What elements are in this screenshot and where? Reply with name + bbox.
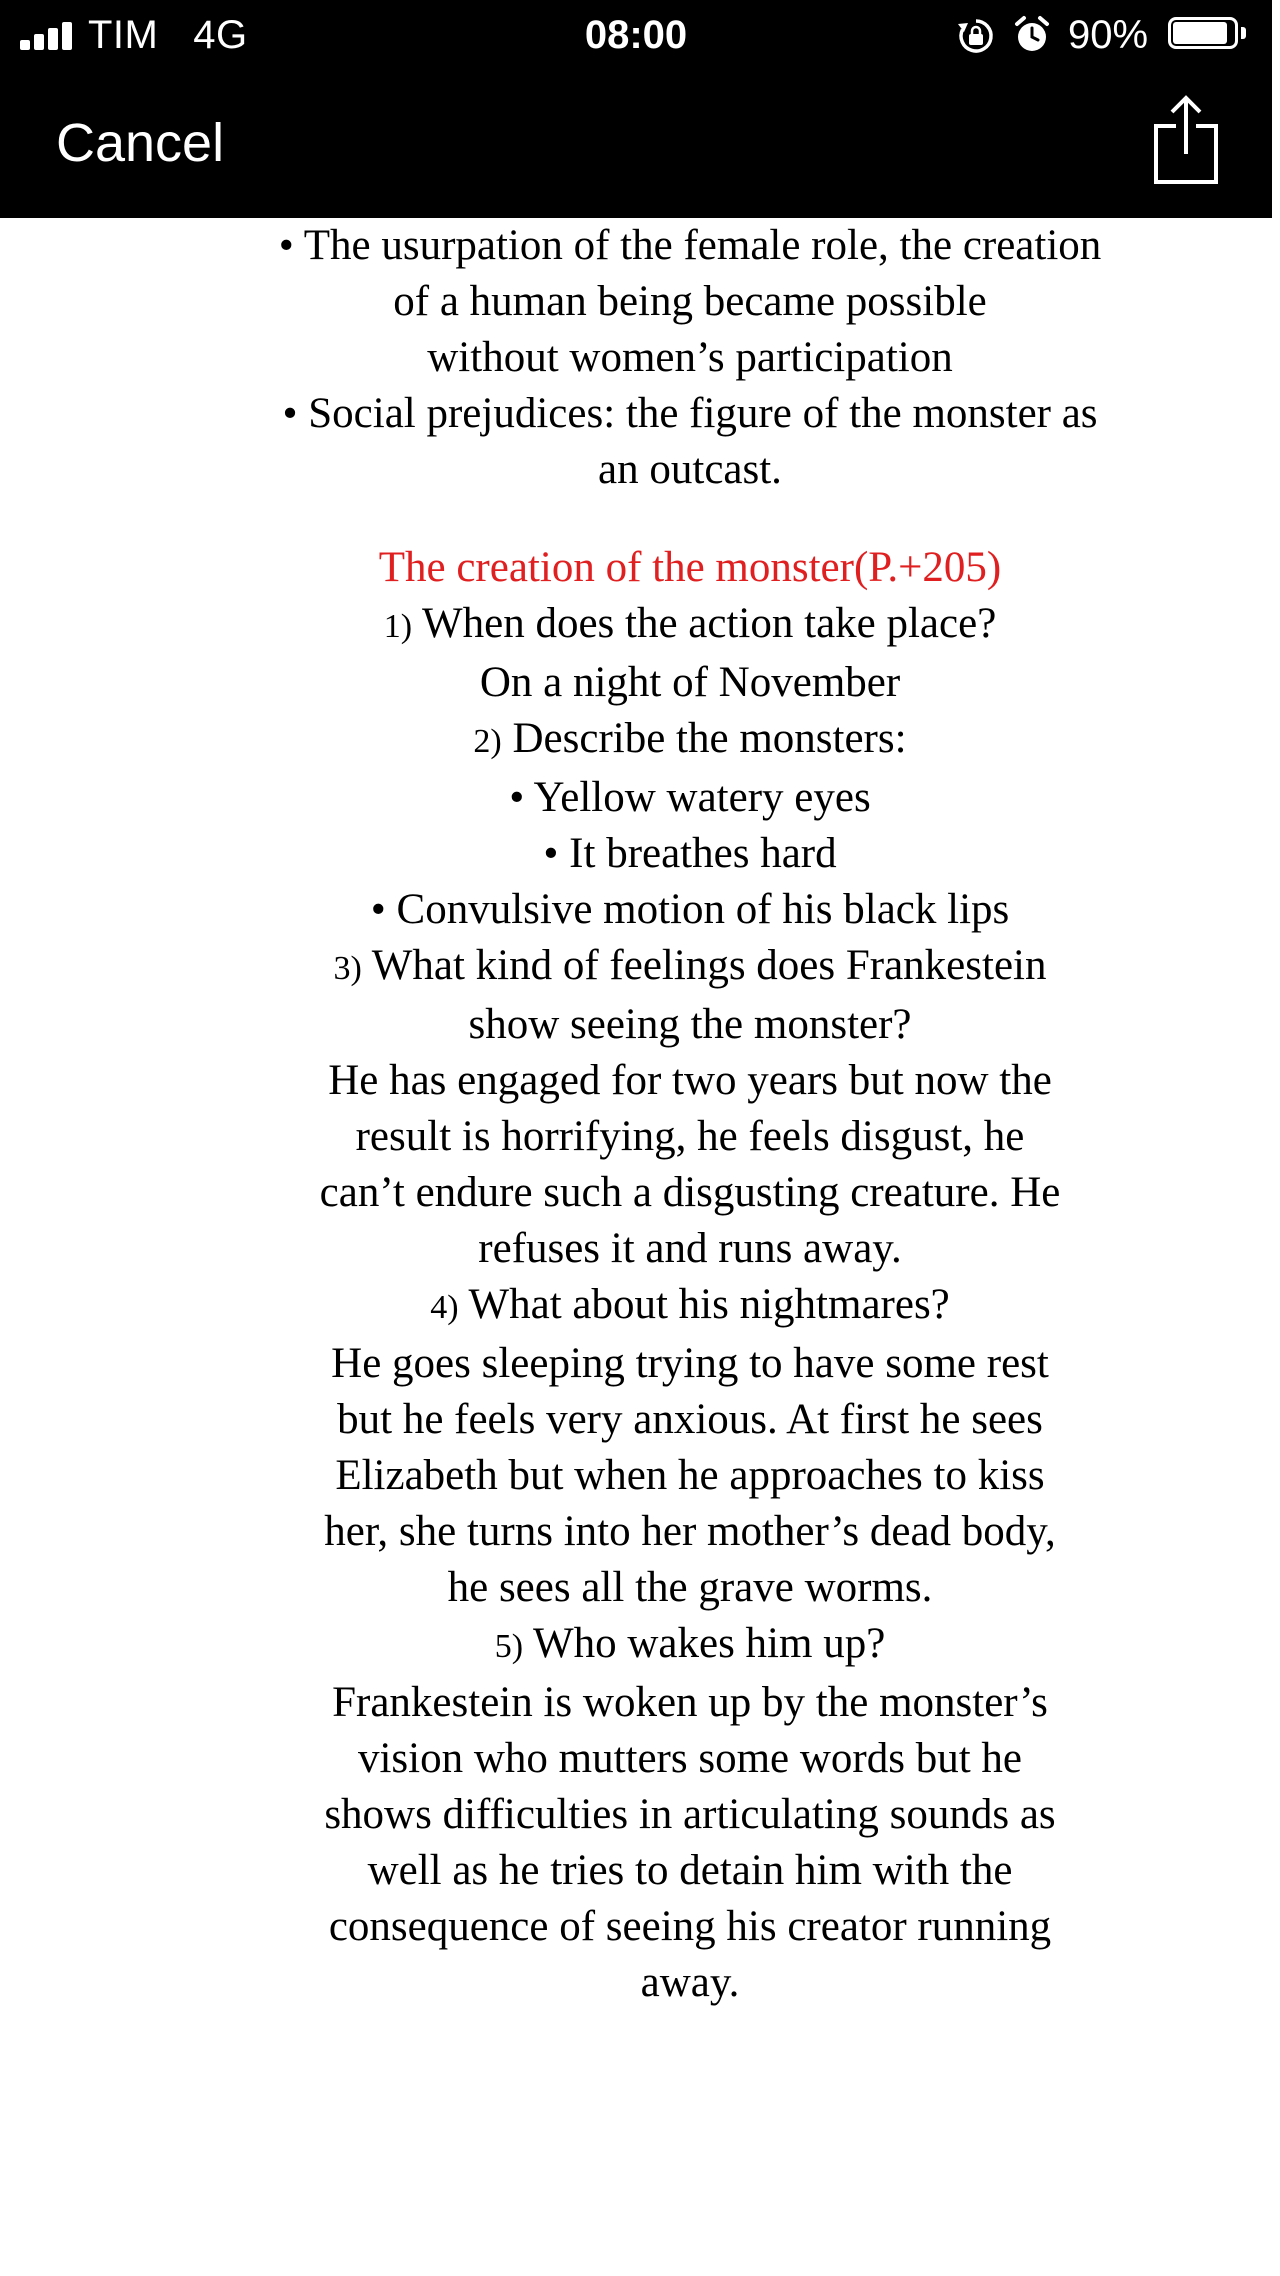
intro-bullets bbox=[240, 218, 1140, 498]
intro-line: • Social prejudices: the figure of the monster as bbox=[282, 390, 1098, 437]
question-4 bbox=[240, 1277, 1140, 1336]
question-text: What about his nightmares? bbox=[468, 1281, 950, 1328]
answer-4-line: Elizabeth but when he approaches to kiss bbox=[335, 1452, 1045, 1499]
alarm-icon bbox=[1012, 14, 1052, 56]
answer-5-line: shows difficulties in articulating sounds as bbox=[324, 1791, 1056, 1838]
share-icon bbox=[1150, 94, 1222, 186]
answer-5-line: well as he tries to detain him with the bbox=[367, 1847, 1013, 1894]
answer-1: On a night of November bbox=[479, 659, 901, 706]
intro-line: an outcast. bbox=[598, 446, 782, 493]
question-text: When does the action take place? bbox=[422, 600, 997, 647]
question-text: Describe the monsters: bbox=[512, 715, 907, 762]
answer-4-line: he sees all the grave worms. bbox=[447, 1564, 933, 1611]
question-number: 1) bbox=[383, 608, 413, 645]
question-text: Who wakes him up? bbox=[533, 1620, 886, 1667]
answer-5-line: consequence of seeing his creator running bbox=[328, 1903, 1052, 1950]
answer-5-line: Frankestein is woken up by the monster’s bbox=[332, 1679, 1048, 1726]
question-1 bbox=[240, 596, 1140, 655]
answer-2-bullet: • Yellow watery eyes bbox=[509, 774, 871, 821]
answer-2-bullet: • Convulsive motion of his black lips bbox=[370, 886, 1010, 933]
battery-percent: 90% bbox=[1068, 13, 1149, 57]
status-time: 08:00 bbox=[584, 13, 688, 57]
carrier-name: TIM bbox=[88, 13, 159, 57]
intro-line: without women’s participation bbox=[427, 334, 953, 381]
intro-line: of a human being became possible bbox=[393, 278, 987, 325]
answer-3-line: result is horrifying, he feels disgust, he bbox=[355, 1113, 1025, 1160]
answer-2-bullet: • It breathes hard bbox=[543, 830, 837, 877]
answer-4-line: but he feels very anxious. At first he sees bbox=[337, 1396, 1043, 1443]
section-title: The creation of the monster(P.+205) bbox=[378, 544, 1002, 591]
status-bar bbox=[0, 0, 1272, 70]
answer-4-line: her, she turns into her mother’s dead body, bbox=[324, 1508, 1056, 1555]
share-button[interactable] bbox=[1150, 94, 1222, 186]
question-number: 5) bbox=[494, 1628, 524, 1665]
answer-4-line: He goes sleeping trying to have some rest bbox=[331, 1340, 1049, 1387]
document-body bbox=[240, 218, 1140, 2011]
question-3 bbox=[240, 938, 1140, 997]
answer-5-line: away. bbox=[640, 1959, 740, 2006]
answer-3-line: refuses it and runs away. bbox=[478, 1225, 902, 1272]
answer-5-line: vision who mutters some words but he bbox=[357, 1735, 1023, 1782]
battery-icon bbox=[1168, 17, 1248, 53]
intro-line: • The usurpation of the female role, the creation bbox=[278, 222, 1102, 269]
answer-3-line: can’t endure such a disgusting creature. He bbox=[319, 1169, 1061, 1216]
orientation-lock-icon bbox=[956, 16, 996, 56]
top-bar bbox=[0, 0, 1272, 218]
question-3-line-2: show seeing the monster? bbox=[468, 1001, 912, 1048]
answer-3-line: He has engaged for two years but now the bbox=[328, 1057, 1052, 1104]
network-type: 4G bbox=[193, 13, 248, 57]
question-text: What kind of feelings does Frankestein bbox=[371, 942, 1047, 989]
question-number: 4) bbox=[430, 1289, 459, 1326]
cancel-button[interactable]: Cancel bbox=[56, 113, 225, 173]
question-number: 2) bbox=[473, 723, 502, 760]
question-5 bbox=[240, 1616, 1140, 1675]
question-2 bbox=[240, 711, 1140, 770]
question-number: 3) bbox=[333, 950, 362, 987]
